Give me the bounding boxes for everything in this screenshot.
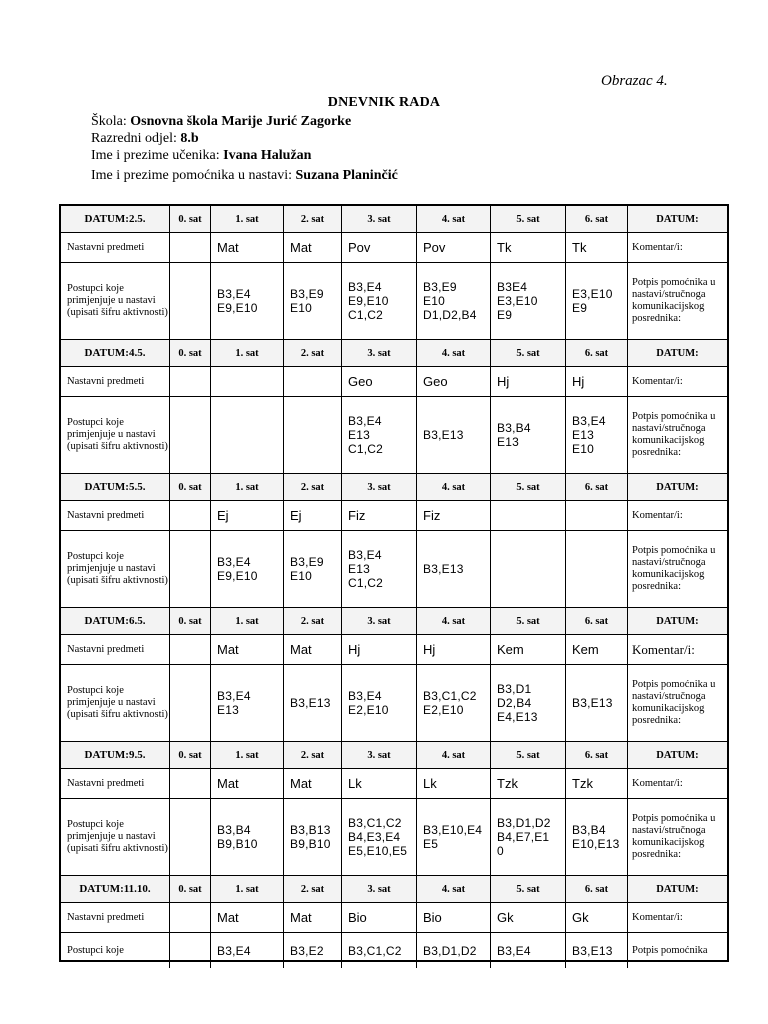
subject-cell: Hj <box>342 635 417 665</box>
period-header: 3. sat <box>342 206 417 233</box>
assistant-label: Ime i prezime pomoćnika u nastavi: <box>91 168 296 183</box>
signature-label: Potpis pomoćnika <box>632 944 708 956</box>
subject-cell <box>170 635 211 665</box>
comment-label: Komentar/i: <box>628 367 727 397</box>
day-block <box>61 474 727 608</box>
subject-cell <box>170 367 211 397</box>
period-header: 2. sat <box>284 608 342 635</box>
subjects-row-label: Nastavni predmeti <box>61 769 170 799</box>
period-header: 1. sat <box>211 608 284 635</box>
activity-code-cell: B3,C1,C2 E2,E10 <box>417 665 491 742</box>
subject-cell: Bio <box>342 903 417 933</box>
date-header: DATUM:11.10. <box>61 876 170 903</box>
day-block <box>61 876 727 968</box>
period-header: 6. sat <box>566 608 628 635</box>
period-header: 4. sat <box>417 340 491 367</box>
comment-label: Komentar/i: <box>628 769 727 799</box>
form-number: Obrazac 4. <box>601 73 668 89</box>
activity-code-cell <box>284 397 342 474</box>
subject-cell: Pov <box>342 233 417 263</box>
activity-code-cell: B3,E13 <box>566 665 628 742</box>
subject-cell <box>566 501 628 531</box>
activity-code-cell: B3,E10,E4 E5 <box>417 799 491 876</box>
procedures-row-label: Postupci koje primjenjuje u nastavi (upisati šifru aktivnosti) <box>61 263 170 340</box>
activity-code-cell <box>170 665 211 742</box>
period-header: 2. sat <box>284 206 342 233</box>
assistant-value: Suzana Planinčić <box>295 168 398 183</box>
subject-cell <box>170 233 211 263</box>
period-header: 0. sat <box>170 340 211 367</box>
activity-code-cell: B3,B4 B9,B10 <box>211 799 284 876</box>
assistant-line <box>91 167 398 184</box>
period-header: 2. sat <box>284 742 342 769</box>
date-label-header: DATUM: <box>628 876 727 903</box>
subject-cell: Geo <box>417 367 491 397</box>
day-block <box>61 340 727 474</box>
subjects-row-label: Nastavni predmeti <box>61 501 170 531</box>
class-label: Razredni odjel: <box>91 131 181 146</box>
period-header: 1. sat <box>211 742 284 769</box>
activity-code-cell: B3,E2 <box>284 933 342 968</box>
subject-cell: Hj <box>417 635 491 665</box>
period-header: 0. sat <box>170 742 211 769</box>
activity-code-cell: B3,E13 <box>417 397 491 474</box>
subject-cell: Bio <box>417 903 491 933</box>
period-header: 1. sat <box>211 876 284 903</box>
period-header: 6. sat <box>566 742 628 769</box>
subjects-row-label: Nastavni predmeti <box>61 233 170 263</box>
activity-code-cell: B3,B13 B9,B10 <box>284 799 342 876</box>
day-block <box>61 608 727 742</box>
period-header: 4. sat <box>417 742 491 769</box>
student-line <box>91 147 311 164</box>
subject-cell: Mat <box>211 903 284 933</box>
activity-code-cell <box>170 933 211 968</box>
school-label: Škola: <box>91 114 131 129</box>
period-header: 6. sat <box>566 206 628 233</box>
activity-code-cell: B3,C1,C2 <box>342 933 417 968</box>
period-header: 6. sat <box>566 474 628 501</box>
activity-code-cell <box>170 531 211 608</box>
subject-cell: Ej <box>284 501 342 531</box>
period-header: 1. sat <box>211 206 284 233</box>
period-header: 1. sat <box>211 474 284 501</box>
activity-code-cell <box>170 799 211 876</box>
date-header: DATUM:9.5. <box>61 742 170 769</box>
subject-cell: Gk <box>566 903 628 933</box>
period-header: 3. sat <box>342 742 417 769</box>
subject-cell: Mat <box>284 769 342 799</box>
period-header: 0. sat <box>170 474 211 501</box>
date-label-header: DATUM: <box>628 742 727 769</box>
signature-label: Potpis pomoćnika u nastavi/stručnoga komunikacijskog posrednika: <box>628 799 727 876</box>
subject-cell: Kem <box>491 635 566 665</box>
subject-cell: Mat <box>284 233 342 263</box>
subject-cell: Lk <box>417 769 491 799</box>
subject-cell <box>170 903 211 933</box>
period-header: 4. sat <box>417 206 491 233</box>
procedures-row-label: Postupci koje primjenjuje u nastavi (upisati šifru aktivnosti) <box>61 665 170 742</box>
procedures-row-label: Postupci koje primjenjuje u nastavi (upisati šifru aktivnosti) <box>61 799 170 876</box>
activity-code-cell <box>170 263 211 340</box>
activity-code-cell: B3,E13 <box>284 665 342 742</box>
period-header: 5. sat <box>491 876 566 903</box>
subject-cell: Fiz <box>417 501 491 531</box>
date-header: DATUM:4.5. <box>61 340 170 367</box>
subject-cell: Tzk <box>566 769 628 799</box>
period-header: 0. sat <box>170 206 211 233</box>
activity-code-cell: B3,E4 E2,E10 <box>342 665 417 742</box>
activity-code-cell: B3,B4 E13 <box>491 397 566 474</box>
procedures-row-label: Postupci koje primjenjuje u nastavi (upisati šifru aktivnosti) <box>61 531 170 608</box>
signature-label: Potpis pomoćnika u nastavi/stručnoga komunikacijskog posrednika: <box>628 397 727 474</box>
subject-cell: Tk <box>491 233 566 263</box>
date-label-header: DATUM: <box>628 474 727 501</box>
activity-code-cell: B3,E13 <box>566 933 628 968</box>
subject-cell: Geo <box>342 367 417 397</box>
subject-cell: Mat <box>211 769 284 799</box>
subject-cell: Mat <box>284 635 342 665</box>
school-line <box>91 113 351 130</box>
signature-label: Potpis pomoćnika u nastavi/stručnoga komunikacijskog posrednika: <box>628 531 727 608</box>
subject-cell: Fiz <box>342 501 417 531</box>
activity-code-cell: B3,E13 <box>417 531 491 608</box>
subject-cell <box>170 769 211 799</box>
work-diary-table <box>59 204 729 962</box>
period-header: 2. sat <box>284 340 342 367</box>
activity-code-cell: B3,D1,D2 B4,E7,E1 0 <box>491 799 566 876</box>
period-header: 3. sat <box>342 340 417 367</box>
activity-code-cell: B3,E9 E10 <box>284 263 342 340</box>
period-header: 1. sat <box>211 340 284 367</box>
date-header: DATUM:6.5. <box>61 608 170 635</box>
subject-cell: Kem <box>566 635 628 665</box>
activity-code-cell: B3,C1,C2 B4,E3,E4 E5,E10,E5 <box>342 799 417 876</box>
period-header: 3. sat <box>342 876 417 903</box>
period-header: 6. sat <box>566 876 628 903</box>
student-label: Ime i prezime učenika: <box>91 148 224 163</box>
activity-code-cell: B3,B4 E10,E13 <box>566 799 628 876</box>
subject-cell: Mat <box>211 233 284 263</box>
procedures-row-label: Postupci koje <box>61 933 170 968</box>
comment-label: Komentar/i: <box>628 233 727 263</box>
subjects-row-label: Nastavni predmeti <box>61 367 170 397</box>
class-line <box>91 130 199 147</box>
subject-cell: Hj <box>566 367 628 397</box>
activity-code-cell <box>170 397 211 474</box>
subject-cell: Hj <box>491 367 566 397</box>
activity-code-cell <box>491 531 566 608</box>
activity-code-cell: B3,E4 E13 C1,C2 <box>342 531 417 608</box>
activity-code-cell: B3,E4 E13 E10 <box>566 397 628 474</box>
subject-cell <box>491 501 566 531</box>
activity-code-cell: E3,E10 E9 <box>566 263 628 340</box>
date-label-header: DATUM: <box>628 608 727 635</box>
activity-code-cell: B3,E4 <box>211 933 284 968</box>
date-header: DATUM:2.5. <box>61 206 170 233</box>
period-header: 3. sat <box>342 474 417 501</box>
period-header: 5. sat <box>491 608 566 635</box>
day-block <box>61 206 727 340</box>
subject-cell: Tk <box>566 233 628 263</box>
subject-cell: Pov <box>417 233 491 263</box>
comment-label: Komentar/i: <box>628 501 727 531</box>
activity-code-cell: B3,E4 E13 C1,C2 <box>342 397 417 474</box>
subject-cell: Lk <box>342 769 417 799</box>
activity-code-cell: B3,E4 E13 <box>211 665 284 742</box>
period-header: 4. sat <box>417 474 491 501</box>
school-value: Osnovna škola Marije Jurić Zagorke <box>130 114 352 129</box>
signature-label: Potpis pomoćnika u nastavi/stručnoga komunikacijskog posrednika: <box>628 665 727 742</box>
subject-cell <box>284 367 342 397</box>
student-value: Ivana Halužan <box>223 148 312 163</box>
subject-cell: Tzk <box>491 769 566 799</box>
period-header: 5. sat <box>491 742 566 769</box>
subjects-row-label: Nastavni predmeti <box>61 903 170 933</box>
comment-label: Komentar/i: <box>628 635 727 665</box>
activity-code-cell: B3,E4 E9,E10 C1,C2 <box>342 263 417 340</box>
activity-code-cell: B3,E4 E9,E10 <box>211 263 284 340</box>
activity-code-cell: B3,E4 E9,E10 <box>211 531 284 608</box>
comment-label: Komentar/i: <box>628 903 727 933</box>
document-title: DNEVNIK RADA <box>327 95 441 110</box>
period-header: 6. sat <box>566 340 628 367</box>
subject-cell: Gk <box>491 903 566 933</box>
subject-cell <box>211 367 284 397</box>
activity-code-cell: B3,E9 E10 <box>284 531 342 608</box>
period-header: 4. sat <box>417 608 491 635</box>
subjects-row-label: Nastavni predmeti <box>61 635 170 665</box>
subject-cell: Mat <box>284 903 342 933</box>
date-label-header: DATUM: <box>628 340 727 367</box>
period-header: 5. sat <box>491 340 566 367</box>
procedures-row-label: Postupci koje primjenjuje u nastavi (upisati šifru aktivnosti) <box>61 397 170 474</box>
activity-code-cell: B3,D1,D2 <box>417 933 491 968</box>
class-value: 8.b <box>180 131 199 146</box>
activity-code-cell: B3,E9 E10 D1,D2,B4 <box>417 263 491 340</box>
activity-code-cell: B3,D1 D2,B4 E4,E13 <box>491 665 566 742</box>
signature-label: Potpis pomoćnika u nastavi/stručnoga komunikacijskog posrednika: <box>628 263 727 340</box>
period-header: 5. sat <box>491 206 566 233</box>
day-block <box>61 742 727 876</box>
period-header: 2. sat <box>284 876 342 903</box>
period-header: 2. sat <box>284 474 342 501</box>
subject-cell <box>170 501 211 531</box>
activity-code-cell <box>211 397 284 474</box>
period-header: 0. sat <box>170 608 211 635</box>
activity-code-cell <box>566 531 628 608</box>
date-header: DATUM:5.5. <box>61 474 170 501</box>
subject-cell: Ej <box>211 501 284 531</box>
period-header: 0. sat <box>170 876 211 903</box>
subject-cell: Mat <box>211 635 284 665</box>
activity-code-cell: B3,E4 <box>491 933 566 968</box>
date-label-header: DATUM: <box>628 206 727 233</box>
period-header: 3. sat <box>342 608 417 635</box>
period-header: 4. sat <box>417 876 491 903</box>
period-header: 5. sat <box>491 474 566 501</box>
activity-code-cell: B3E4 E3,E10 E9 <box>491 263 566 340</box>
